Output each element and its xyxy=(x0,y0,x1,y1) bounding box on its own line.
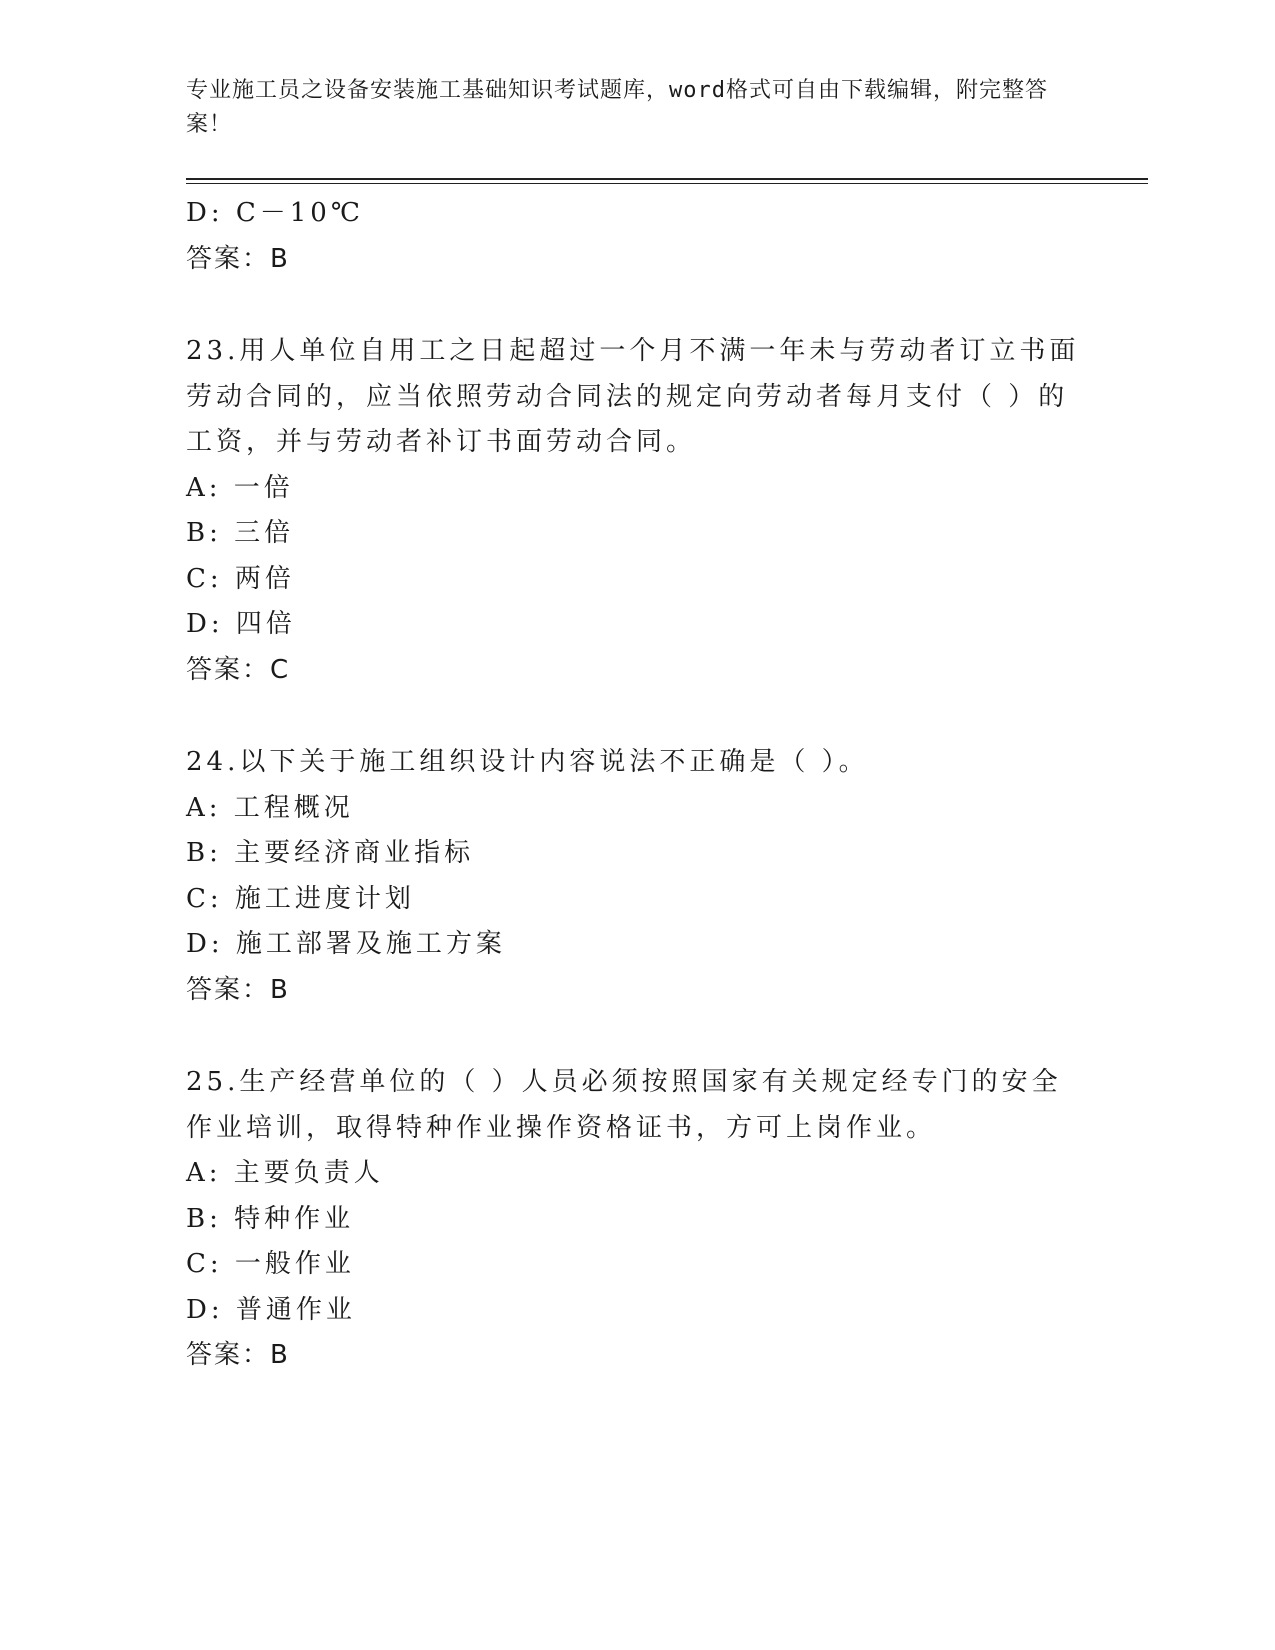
option-b: B: 特种作业 xyxy=(186,1203,355,1234)
header-divider-thick xyxy=(186,178,1148,180)
question-gap xyxy=(186,693,1086,740)
option-d: D: 施工部署及施工方案 xyxy=(186,929,506,959)
option-c: C: 一般作业 xyxy=(186,1249,355,1279)
option-a: A: 工程概况 xyxy=(186,792,354,823)
previous-question-tail xyxy=(186,191,1086,282)
option-b: B: 主要经济商业指标 xyxy=(186,838,475,868)
question-stem: 24.以下关于施工组织设计内容说法不正确是（ ）。 xyxy=(186,747,869,777)
option-c: C: 两倍 xyxy=(186,563,295,594)
answer-line: 答案：B xyxy=(186,1340,290,1370)
option-d: D: 普通作业 xyxy=(186,1294,356,1325)
answer-line: 答案：C xyxy=(186,654,291,685)
document-header: 专业施工员之设备安装施工基础知识考试题库，word格式可自由下载编辑，附完整答案！ xyxy=(186,78,1048,137)
answer-line: 答案：B xyxy=(186,243,290,274)
answer-line: 答案：B xyxy=(186,974,290,1005)
question-list xyxy=(186,191,1086,1379)
question-25 xyxy=(186,1060,1086,1379)
option-a: A: 主要负责人 xyxy=(186,1158,384,1188)
question-23 xyxy=(186,329,1086,693)
question-stem: 23.用人单位自用工之日起超过一个月不满一年未与劳动者订立书面劳动合同的，应当依照劳动合同法的规定向劳动者每月支付（ ）的工资，并与劳动者补订书面劳动合同。 xyxy=(186,336,1080,457)
option-c: C: 施工进度计划 xyxy=(186,883,415,914)
header-divider-thin xyxy=(186,183,1148,184)
question-stem: 25.生产经营单位的（ ）人员必须按照国家有关规定经专门的安全作业培训，取得特种作业操作资格证书，方可上岗作业。 xyxy=(186,1067,1062,1143)
question-gap xyxy=(186,282,1086,329)
option-b: B: 三倍 xyxy=(186,518,295,548)
question-24 xyxy=(186,740,1086,1013)
question-gap xyxy=(186,1013,1086,1060)
option-d: D: 四倍 xyxy=(186,609,296,639)
option-d: D: C－10℃ xyxy=(186,198,364,228)
option-a: A: 一倍 xyxy=(186,472,294,503)
